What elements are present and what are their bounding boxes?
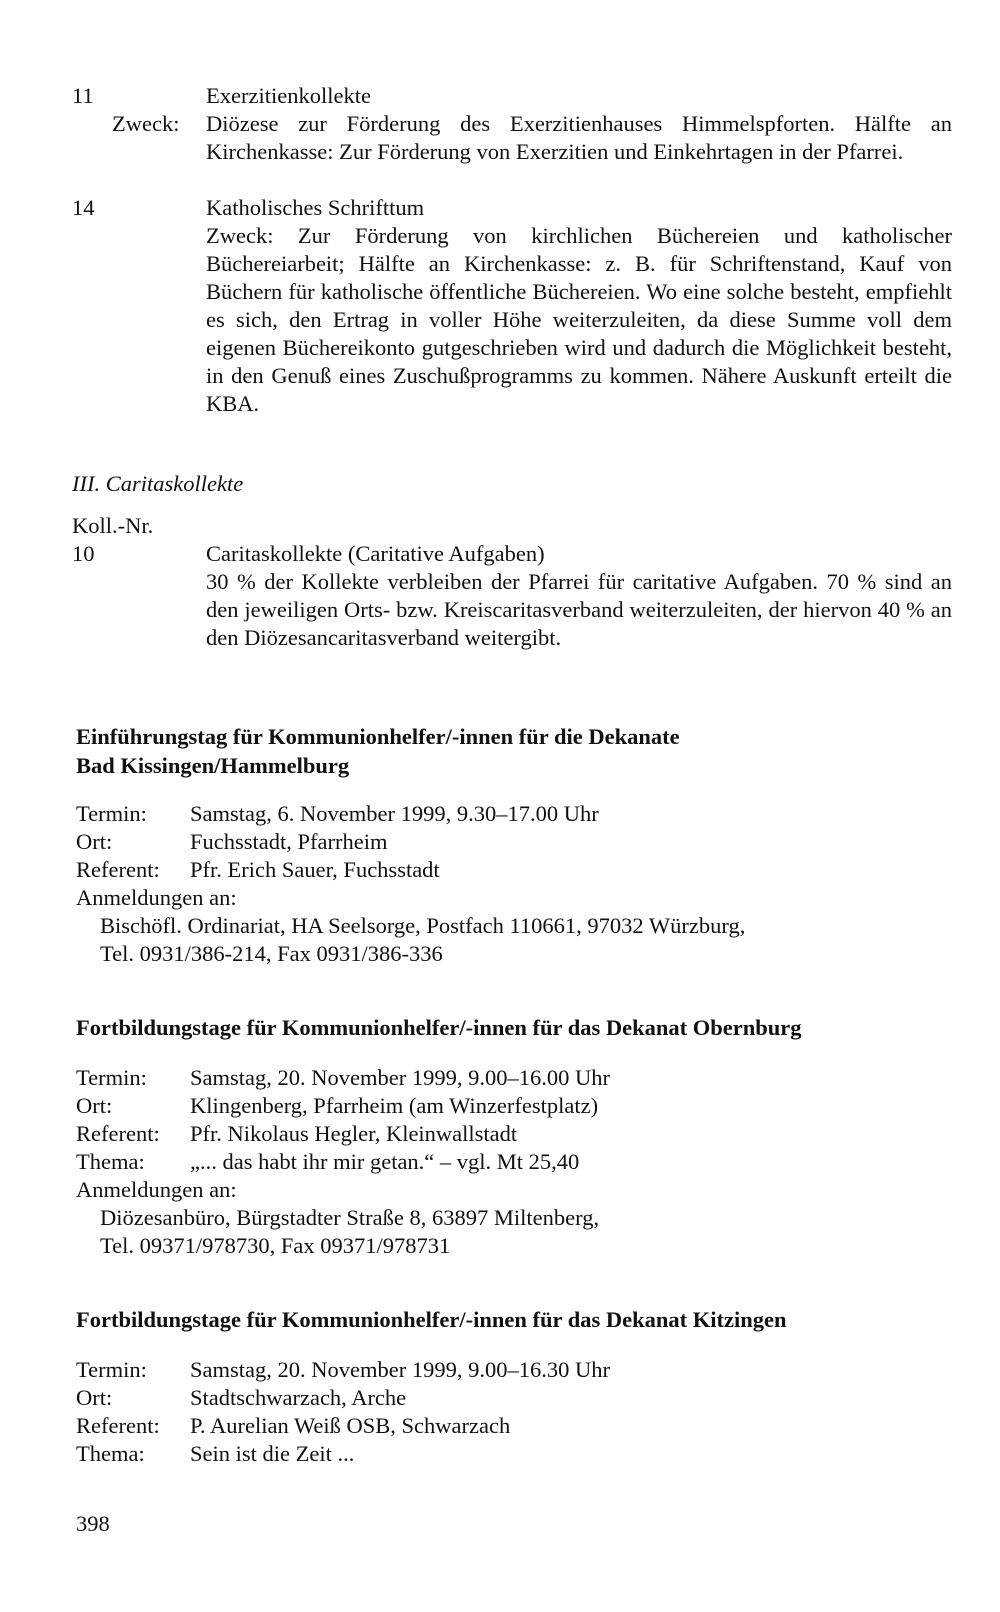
event-heading-line: Einführungstag für Kommunionhelfer/-innen für die Dekanate (76, 724, 680, 749)
termin-value: Samstag, 20. November 1999, 9.00–16.00 Uhr (190, 1065, 610, 1090)
thema-label: Thema: (76, 1441, 145, 1466)
ort-row (76, 828, 956, 856)
contact-line: Tel. 09371/978730, Fax 09371/978731 (100, 1233, 451, 1258)
ort-label: Ort: (76, 1385, 113, 1410)
ort-value: Stadtschwarzach, Arche (190, 1385, 407, 1410)
referent-label: Referent: (76, 1413, 160, 1438)
termin-value: Samstag, 6. November 1999, 9.30–17.00 Uhr (190, 801, 599, 826)
event-heading-line: Bad Kissingen/Hammelburg (76, 753, 350, 778)
referent-label: Referent: (76, 1121, 160, 1146)
koll-nr-label: Koll.-Nr. (72, 513, 154, 538)
anmeldung-label: Anmeldungen an: (76, 1177, 237, 1202)
ort-row (76, 1384, 956, 1412)
ort-row (76, 1092, 956, 1120)
kollekte-number: 14 (72, 195, 95, 220)
termin-row (76, 1064, 956, 1092)
address-line: Diözesanbüro, Bürgstadter Straße 8, 63897 Miltenberg, (100, 1205, 600, 1230)
referent-row (76, 856, 956, 884)
thema-row (76, 1148, 956, 1176)
event-heading-line: Fortbildungstage für Kommunionhelfer/-innen für das Dekanat Kitzingen (76, 1307, 787, 1332)
event-details-2 (76, 1064, 956, 1260)
thema-value: Sein ist die Zeit ... (190, 1441, 355, 1466)
thema-row (76, 1440, 956, 1468)
kollekte-title: Katholisches Schrifttum (206, 195, 425, 220)
kollekte-entry-10 (72, 540, 952, 652)
termin-label: Termin: (76, 801, 147, 826)
termin-label: Termin: (76, 1357, 147, 1382)
kollekte-description: Zweck: Zur Förderung von kirchlichen Büchereien und katholischer Büchereiarbeit; Hälfte an Kirchenkasse: z. B. für Schriftenstand, Kauf von Büchern für katholische öffentliche Büchereien. Wo eine solche besteht, empfiehlt es sich, den Ertrag in voller Höhe weiterzuleiten, da diese Summe voll dem eigenen Büchereikonto gutgeschrieben wird und dadurch die Möglichkeit besteht, in den Genuß eines Zuschußprogramms zu kommen. Nähere Auskunft erteilt die KBA. (206, 223, 952, 416)
event-heading-2 (76, 1013, 956, 1042)
event-heading-1 (76, 722, 956, 780)
kollekte-description: Diözese zur Förderung des Exerzitienhauses Himmelspforten. Hälfte an Kirchenkasse: Zur Förderung von Exerzitien und Einkehrtagen in der Pfarrei. (206, 111, 952, 164)
thema-value: „... das habt ihr mir getan.“ – vgl. Mt 25,40 (190, 1149, 580, 1174)
event-details-3 (76, 1356, 956, 1468)
section-title-caritas: III. Caritaskollekte (72, 471, 244, 496)
kollekte-title: Exerzitienkollekte (206, 83, 371, 108)
ort-value: Fuchsstadt, Pfarrheim (190, 829, 388, 854)
referent-value: P. Aurelian Weiß OSB, Schwarzach (190, 1413, 511, 1438)
kollekte-number: 10 (72, 541, 95, 566)
termin-row (76, 800, 956, 828)
ort-value: Klingenberg, Pfarrheim (am Winzerfestplatz) (190, 1093, 599, 1118)
event-details-1 (76, 800, 956, 968)
event-heading-3 (76, 1305, 956, 1334)
contact-line: Tel. 0931/386-214, Fax 0931/386-336 (100, 941, 443, 966)
referent-value: Pfr. Erich Sauer, Fuchsstadt (190, 857, 440, 882)
event-heading-line: Fortbildungstage für Kommunionhelfer/-innen für das Dekanat Obernburg (76, 1015, 802, 1040)
anmeldung-label: Anmeldungen an: (76, 885, 237, 910)
zweck-label: Zweck: (112, 111, 180, 136)
kollekte-description: 30 % der Kollekte verbleiben der Pfarrei für caritative Aufgaben. 70 % sind an den jeweiligen Orts- bzw. Kreiscaritasverband weiterzuleiten, der hiervon 40 % an den Diözesancaritasverband weitergibt. (206, 569, 952, 650)
ort-label: Ort: (76, 829, 113, 854)
termin-label: Termin: (76, 1065, 147, 1090)
kollekte-number: 11 (72, 83, 94, 108)
ort-label: Ort: (76, 1093, 113, 1118)
termin-value: Samstag, 20. November 1999, 9.00–16.30 Uhr (190, 1357, 610, 1382)
referent-row (76, 1412, 956, 1440)
address-line: Bischöfl. Ordinariat, HA Seelsorge, Postfach 110661, 97032 Würzburg, (100, 913, 746, 938)
referent-value: Pfr. Nikolaus Hegler, Kleinwallstadt (190, 1121, 518, 1146)
page-number: 398 (76, 1511, 110, 1536)
kollekte-entry-14 (72, 194, 952, 418)
thema-label: Thema: (76, 1149, 145, 1174)
referent-label: Referent: (76, 857, 160, 882)
kollekte-title: Caritaskollekte (Caritative Aufgaben) (206, 541, 545, 566)
referent-row (76, 1120, 956, 1148)
termin-row (76, 1356, 956, 1384)
kollekte-entry-11 (72, 82, 952, 166)
